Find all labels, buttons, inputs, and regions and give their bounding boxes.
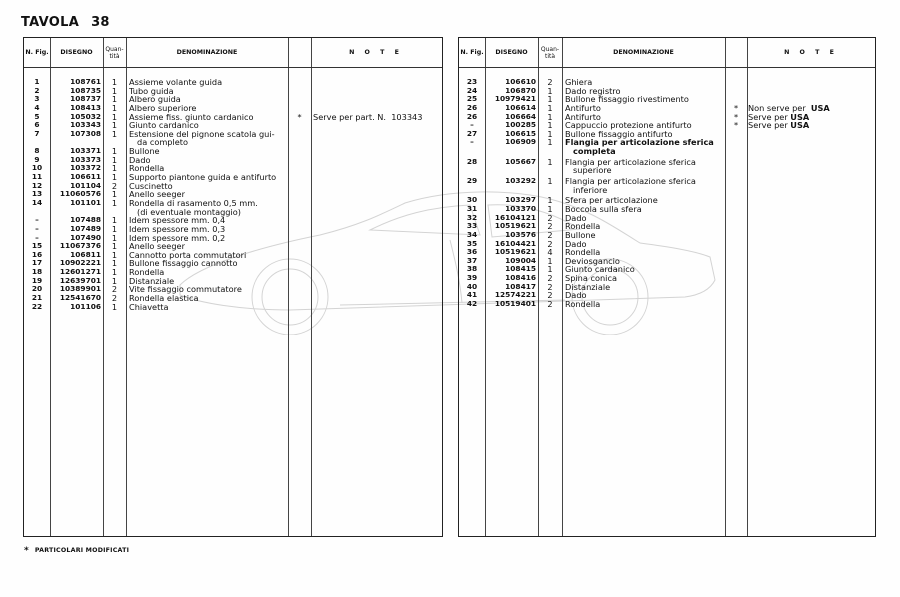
cell-denominazione: Chiavetta: [129, 301, 169, 312]
cell-fig: 8: [34, 146, 40, 156]
cell-quantita: 1: [547, 264, 553, 275]
cell-fig: 37: [466, 255, 478, 265]
cell-quantita: 1: [111, 154, 118, 165]
cell-fig: 25: [466, 94, 478, 104]
cell-note: [748, 121, 809, 130]
cell-disegno: 107308: [70, 128, 101, 138]
note-region: USA: [810, 102, 830, 113]
cell-denominazione: Bullone fissaggio cannotto: [129, 258, 238, 269]
cell-fig: 41: [466, 290, 478, 300]
note-text: Non serve per: [748, 102, 811, 113]
cell-quantita: 1: [111, 258, 118, 269]
cell-quantita: 1: [111, 215, 118, 226]
cell-disegno: 106615: [505, 128, 536, 138]
cell-denominazione: Estensione del pignone scatola gui-: [129, 128, 275, 139]
cell-fig: 15: [31, 241, 43, 251]
cell-denominazione: Bullone fissaggio rivestimento: [565, 94, 689, 105]
cell-fig: 28: [466, 156, 478, 166]
cell-disegno: 106870: [505, 85, 536, 95]
note-text: Serve per: [748, 120, 791, 131]
cell-fig: 30: [466, 195, 478, 205]
cell-quantita: 2: [111, 293, 118, 304]
cell-quantita: 2: [547, 221, 553, 232]
note-region: USA: [790, 120, 810, 131]
cell-denominazione: Rondella: [565, 221, 601, 232]
cell-disegno: 106664: [505, 111, 536, 121]
cell-denominazione: Rondella di rasamento 0,5 mm.: [129, 197, 258, 208]
cell-disegno: 11067376: [59, 241, 101, 251]
cell-fig: 27: [466, 128, 478, 138]
header-disegno: DISEGNO: [495, 49, 528, 56]
cell-disegno: 10979421: [494, 94, 536, 104]
cell-denominazione: Cappuccio protezione antifurto: [565, 120, 692, 131]
cell-disegno: 103343: [70, 120, 101, 130]
header-fig: N. Fig.: [460, 49, 484, 56]
cell-note: Serve per part. N. 103343: [313, 111, 423, 122]
cell-denominazione: Flangia per articolazione sferica: [565, 137, 714, 148]
table-row: [459, 186, 875, 195]
cell-denominazione: Rondella: [129, 267, 165, 278]
cell-denominazione: Bullone: [129, 146, 160, 157]
cell-quantita: 2: [111, 180, 118, 191]
cell-quantita: 1: [547, 85, 553, 96]
cell-denominazione: Rondella: [565, 247, 601, 258]
cell-quantita: 1: [111, 120, 118, 131]
cell-disegno: 106611: [70, 172, 101, 182]
cell-denominazione: Bullone fissaggio antifurto: [565, 128, 673, 139]
cell-quantita: 1: [547, 137, 553, 148]
cell-quantita: 1: [547, 176, 553, 187]
cell-disegno: 108735: [70, 85, 101, 95]
cell-fig: 10: [31, 163, 43, 173]
cell-quantita: 1: [111, 85, 118, 96]
cell-fig: 20: [31, 284, 43, 294]
cell-disegno: 11060576: [59, 189, 101, 199]
asterisk-icon: *: [24, 546, 29, 556]
cell-disegno: 105032: [70, 111, 101, 121]
title-prefix: TAVOLA: [21, 15, 80, 30]
cell-denominazione: Idem spessore mm. 0,3: [129, 223, 226, 234]
cell-disegno: 107490: [70, 232, 101, 242]
cell-disegno: 106811: [70, 249, 101, 259]
cell-disegno: 106909: [505, 137, 536, 147]
cell-quantita: 1: [547, 102, 553, 113]
cell-fig: 24: [466, 85, 478, 95]
cell-denominazione: Dado registro: [565, 85, 621, 96]
cell-disegno: 103292: [505, 176, 536, 186]
cell-denominazione: superiore: [573, 165, 612, 176]
cell-denominazione: Giunto cardanico: [129, 120, 199, 131]
header-quantita: Quan- tità: [540, 45, 560, 60]
header-quantita: Quan- tità: [105, 45, 124, 60]
cell-quantita: 1: [547, 111, 553, 122]
cell-fig: 31: [466, 203, 478, 213]
asterisk-icon: *: [733, 120, 739, 131]
cell-denominazione: Distanziale: [129, 275, 175, 286]
cell-denominazione: Idem spessore mm. 0,4: [129, 215, 226, 226]
cell-denominazione: Flangia per articolazione sferica: [565, 156, 696, 167]
cell-fig: 29: [466, 176, 478, 186]
cell-denominazione: Anello seeger: [129, 241, 185, 252]
cell-denominazione: Dado: [565, 212, 587, 223]
table-row: [459, 300, 875, 309]
cell-disegno: 12574221: [494, 290, 536, 300]
cell-denominazione: Dado: [565, 238, 587, 249]
cell-quantita: 1: [111, 94, 118, 105]
cell-denominazione: Rondella: [565, 299, 601, 310]
footer-legend: [24, 546, 129, 556]
cell-denominazione: Albero superiore: [129, 102, 197, 113]
cell-denominazione: Anello seeger: [129, 189, 185, 200]
footer-text: PARTICOLARI MODIFICATI: [34, 547, 130, 554]
cell-disegno: 10519621: [494, 247, 536, 257]
cell-denominazione: Idem spessore mm. 0,2: [129, 232, 226, 243]
cell-fig: 42: [466, 299, 478, 309]
asterisk-icon: *: [297, 111, 302, 122]
note-text: Serve per: [748, 111, 791, 122]
cell-quantita: 2: [547, 212, 553, 223]
header-note: N O T E: [349, 49, 403, 56]
cell-quantita: 1: [111, 77, 118, 87]
cell-disegno: 108737: [70, 94, 101, 104]
cell-quantita: 2: [547, 77, 553, 87]
cell-fig: 1: [34, 77, 40, 86]
cell-quantita: 2: [111, 284, 118, 295]
cell-fig: 26: [466, 102, 478, 112]
cell-denominazione: Dado: [565, 290, 587, 301]
cell-fig: 23: [466, 77, 478, 86]
parts-table-right: [458, 37, 876, 537]
cell-fig: 12: [31, 180, 43, 190]
cell-denominazione: Tubo guida: [129, 85, 174, 96]
cell-fig: 32: [466, 212, 478, 222]
title-number: 38: [91, 15, 110, 30]
header-note: N O T E: [784, 49, 838, 56]
cell-fig: 39: [466, 273, 478, 283]
cell-fig: 22: [31, 301, 43, 311]
header-disegno: DISEGNO: [60, 49, 93, 56]
cell-quantita: 1: [111, 197, 118, 208]
cell-quantita: 1: [111, 223, 118, 234]
cell-quantita: 2: [547, 281, 553, 292]
cell-denominazione: Deviosgancio: [565, 255, 620, 266]
cell-denominazione: Cuscinetto: [129, 180, 173, 191]
cell-disegno: 101104: [70, 180, 101, 190]
cell-fig: 19: [31, 275, 43, 285]
cell-denominazione: Rondella: [129, 163, 165, 174]
cell-denominazione: Rondella elastica: [129, 293, 199, 304]
table-row: [459, 138, 875, 147]
cell-quantita: 1: [111, 267, 118, 278]
cell-quantita: 1: [111, 102, 118, 113]
cell-denominazione: (di eventuale montaggio): [137, 206, 241, 217]
cell-quantita: 1: [111, 146, 118, 157]
header-denominazione: DENOMINAZIONE: [176, 49, 238, 56]
table-row: [459, 166, 875, 175]
cell-fig: 34: [466, 229, 478, 239]
rows-left: [24, 78, 442, 311]
cell-disegno: 100285: [505, 120, 536, 130]
table-row: [459, 177, 875, 186]
cell-fig: –: [470, 137, 474, 147]
cell-fig: 11: [31, 172, 43, 182]
cell-quantita: 1: [111, 111, 118, 122]
cell-disegno: 103297: [505, 195, 536, 205]
cell-disegno: 106614: [505, 102, 536, 112]
cell-denominazione: Distanziale: [565, 281, 611, 292]
cell-denominazione: Ghiera: [565, 77, 593, 87]
cell-quantita: 1: [111, 232, 118, 243]
cell-disegno: 10902221: [59, 258, 101, 268]
cell-denominazione: Assieme fiss. giunto cardanico: [129, 111, 254, 122]
header-denominazione: DENOMINAZIONE: [613, 49, 674, 56]
table-row: [24, 130, 442, 139]
cell-quantita: 1: [547, 195, 553, 206]
cell-disegno: 108416: [505, 273, 536, 283]
page-title: [21, 15, 110, 30]
cell-denominazione: Assieme volante guida: [129, 77, 223, 87]
cell-fig: –: [470, 120, 474, 130]
rows-right: [459, 78, 875, 309]
cell-disegno: 105667: [505, 156, 536, 166]
cell-quantita: 1: [111, 163, 118, 174]
cell-fig: 18: [31, 267, 43, 277]
cell-disegno: 107489: [70, 223, 101, 233]
cell-quantita: 1: [111, 189, 118, 200]
cell-disegno: 12639701: [59, 275, 101, 285]
cell-fig: –: [35, 215, 39, 225]
cell-fig: 33: [466, 221, 478, 231]
cell-disegno: 107488: [70, 215, 101, 225]
cell-fig: 36: [466, 247, 478, 257]
cell-denominazione: Boccola sulla sfera: [565, 203, 642, 214]
cell-denominazione: Bullone: [565, 229, 596, 240]
cell-fig: 13: [31, 189, 43, 199]
cell-fig: 21: [31, 293, 43, 303]
cell-fig: –: [35, 223, 39, 233]
cell-quantita: 2: [547, 299, 553, 310]
cell-quantita: 1: [547, 203, 553, 214]
cell-disegno: 108415: [505, 264, 536, 274]
cell-disegno: 106610: [505, 77, 536, 86]
cell-denominazione: Dado: [129, 154, 151, 165]
cell-disegno: 109004: [505, 255, 536, 265]
cell-disegno: 103372: [70, 163, 101, 173]
table-row: [459, 147, 875, 156]
cell-quantita: 1: [111, 128, 118, 139]
cell-fig: 2: [34, 85, 40, 95]
cell-fig: 7: [34, 128, 40, 138]
cell-denominazione: Vite fissaggio commutatore: [129, 284, 242, 295]
cell-fig: 16: [31, 249, 43, 259]
cell-quantita: 1: [111, 249, 118, 260]
cell-quantita: 4: [547, 247, 553, 258]
table-row: [24, 303, 442, 312]
cell-quantita: 2: [547, 229, 553, 240]
cell-fig: 14: [31, 197, 43, 207]
cell-quantita: 1: [547, 94, 553, 105]
cell-disegno: 108413: [70, 102, 101, 112]
cell-denominazione: Cannotto porta commutatori: [129, 249, 247, 260]
cell-fig: 38: [466, 264, 478, 274]
cell-disegno: 10519621: [494, 221, 536, 231]
cell-denominazione: Supporto piantone guida e antifurto: [129, 172, 277, 183]
cell-disegno: 101101: [70, 197, 101, 207]
cell-fig: 3: [34, 94, 40, 104]
cell-quantita: 1: [111, 275, 118, 286]
cell-fig: 5: [34, 111, 40, 121]
asterisk-icon: *: [733, 111, 739, 122]
asterisk-icon: *: [733, 102, 739, 113]
cell-denominazione: Albero guida: [129, 94, 181, 105]
cell-denominazione: completa: [573, 146, 616, 157]
cell-fig: 26: [466, 111, 478, 121]
cell-fig: 9: [34, 154, 40, 164]
cell-denominazione: Giunto cardanico: [565, 264, 635, 275]
cell-fig: 17: [31, 258, 43, 268]
cell-fig: 6: [34, 120, 40, 130]
cell-denominazione: Flangia per articolazione sferica: [565, 176, 696, 187]
cell-disegno: 101106: [70, 301, 101, 311]
cell-quantita: 1: [547, 156, 553, 167]
cell-disegno: 108417: [505, 281, 536, 291]
cell-quantita: 1: [547, 120, 553, 131]
cell-disegno: 103576: [505, 229, 536, 239]
cell-quantita: 2: [547, 290, 553, 301]
header-fig: N. Fig.: [25, 49, 49, 56]
cell-denominazione: Antifurto: [565, 102, 601, 113]
cell-denominazione: Antifurto: [565, 111, 601, 122]
cell-quantita: 1: [111, 241, 118, 252]
cell-disegno: 16104121: [494, 212, 536, 222]
cell-disegno: 12541670: [59, 293, 101, 303]
table-row: [459, 158, 875, 167]
cell-denominazione: Sfera per articolazione: [565, 195, 658, 206]
cell-disegno: 103371: [70, 146, 101, 156]
cell-fig: 4: [34, 102, 40, 112]
cell-denominazione: Spina conica: [565, 273, 617, 284]
cell-denominazione: da completo: [137, 137, 189, 148]
cell-quantita: 2: [547, 273, 553, 284]
parts-table-left: [23, 37, 443, 537]
cell-quantita: 1: [547, 255, 553, 266]
cell-quantita: 1: [111, 301, 118, 312]
cell-disegno: 10389901: [59, 284, 101, 294]
cell-fig: –: [35, 232, 39, 242]
cell-disegno: 16104421: [494, 238, 536, 248]
cell-disegno: 108761: [70, 77, 101, 86]
note-region: USA: [790, 111, 810, 122]
cell-denominazione: inferiore: [573, 184, 608, 195]
cell-quantita: 1: [111, 172, 118, 183]
cell-quantita: 1: [547, 128, 553, 139]
cell-quantita: 2: [547, 238, 553, 249]
cell-fig: 40: [466, 281, 478, 291]
cell-disegno: 10519401: [494, 299, 536, 309]
cell-disegno: 103373: [70, 154, 101, 164]
cell-disegno: 12601271: [59, 267, 101, 277]
cell-disegno: 103370: [505, 203, 536, 213]
cell-fig: 35: [466, 238, 478, 248]
